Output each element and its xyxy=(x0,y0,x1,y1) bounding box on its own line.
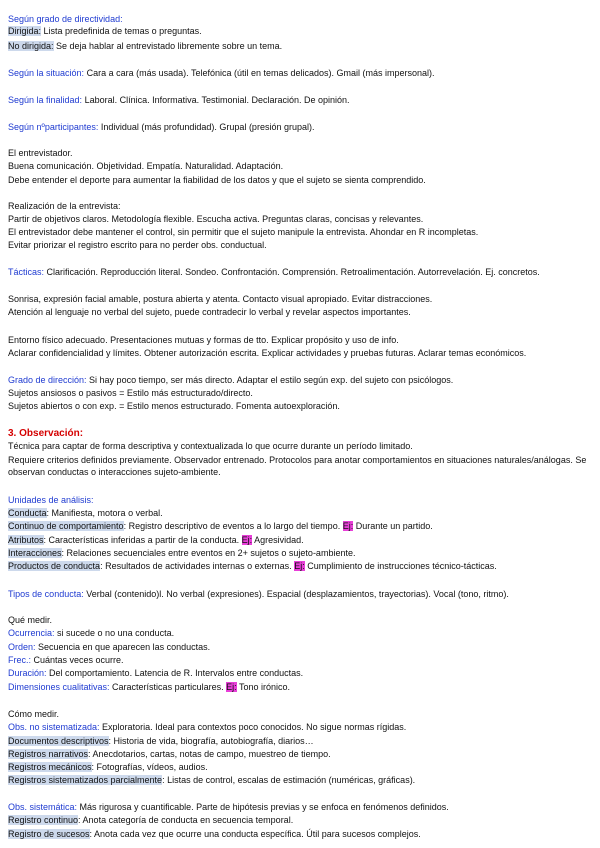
ocurrencia-text: si sucede o no una conducta. xyxy=(54,628,175,638)
tipos-text: Verbal (contenido)l. No verbal (expresiones). Espacial (desplazamientos, trayectorias). Vocal (tono, ritmo). xyxy=(83,589,509,599)
grado-direccion-label: Grado de dirección: xyxy=(8,375,87,385)
obs-no-sistematizada-label: Obs. no sistematizada: xyxy=(8,722,100,732)
unidad-productos xyxy=(8,561,592,573)
tacticas-line3: Atención al lenguaje no verbal del sujeto, puede contradecir lo verbal y revelar aspectos importantes. xyxy=(8,307,411,317)
unidad-continuo xyxy=(8,521,592,533)
registro-continuo-term: Registro continuo xyxy=(8,815,79,825)
unidades-heading: Unidades de análisis: xyxy=(8,495,94,505)
atributos-example-text: Agresividad. xyxy=(252,535,304,545)
narrativos-line xyxy=(8,749,592,761)
productos-example-tag: Ej: xyxy=(294,561,305,571)
participantes-line xyxy=(8,122,592,134)
mecanicos-text: : Fotografías, vídeos, audios. xyxy=(91,762,208,772)
tipos-label: Tipos de conducta: xyxy=(8,589,84,599)
registro-continuo-text: : Anota categoría de conducta en secuencia temporal. xyxy=(78,815,294,825)
tacticas-line xyxy=(8,267,592,279)
atributos-example-tag: Ej: xyxy=(241,535,253,545)
conducta-term: Conducta xyxy=(8,508,47,518)
dimensiones-text: Características particulares. xyxy=(109,682,227,692)
interacciones-text: : Relaciones secuenciales entre eventos en 2+ sujetos o sujeto-ambiente. xyxy=(61,548,356,558)
dimensiones-label: Dimensiones cualitativas: xyxy=(8,682,110,692)
obs-no-sistematizada-text: Exploratoria. Ideal para contextos poco conocidos. No sigue normas rígidas. xyxy=(99,722,407,732)
frec-text: Cuántas veces ocurre. xyxy=(31,655,124,665)
finalidad-text: Laboral. Clínica. Informativa. Testimonial. Declaración. De opinión. xyxy=(82,95,350,105)
dirigida-text: Lista predefinida de temas o preguntas. xyxy=(41,26,202,36)
registro-sucesos-text: : Anota cada vez que ocurre una conducta específica. Útil para sucesos complejos. xyxy=(89,829,421,839)
dimensiones-line xyxy=(8,682,592,694)
productos-text: : Resultados de actividades internas o externas. xyxy=(100,561,295,571)
directividad-heading: Según grado de directividad: xyxy=(8,14,123,24)
situacion-line xyxy=(8,68,592,80)
observacion-line2: Requiere criterios definidos previamente. Observador entrenado. Protocolos para anotar comportamientos en situaciones naturales/análogas. Se observan conductas o interacciones sujeto-ambiente. xyxy=(8,455,587,477)
frec-label: Frec.: xyxy=(8,655,32,665)
narrativos-text: : Anecdotarios, cartas, notas de campo, muestreo de tiempo. xyxy=(88,749,331,759)
sistematizados-line xyxy=(8,775,592,787)
sistematizados-term: Registros sistematizados parcialmente xyxy=(8,775,163,785)
finalidad-line xyxy=(8,95,592,107)
participantes-label: Según nºparticipantes: xyxy=(8,122,99,132)
duracion-line xyxy=(8,668,592,680)
realizacion-title: Realización de la entrevista: xyxy=(8,201,121,211)
duracion-label: Duración: xyxy=(8,668,47,678)
unidad-atributos xyxy=(8,535,592,547)
dimensiones-example-tag: Ej: xyxy=(226,682,237,692)
orden-text: Secuencia en que aparecen las conductas. xyxy=(35,642,211,652)
frec-line xyxy=(8,655,592,667)
dimensiones-example-text: Tono irónico. xyxy=(236,682,290,692)
unidad-conducta xyxy=(8,508,592,520)
entorno-line2: Aclarar confidencialidad y límites. Obtener autorización escrita. Explicar actividades y pruebas futuras. Aclarar temas económicos. xyxy=(8,348,527,358)
observacion-title: 3. Observación: xyxy=(8,428,84,439)
realizacion-line3: Evitar priorizar el registro escrito para no perder obs. conductual. xyxy=(8,240,267,250)
realizacion-line2: El entrevistador debe mantener el control, sin permitir que el sujeto manipule la entrevista. Ahondar en R incompletas. xyxy=(8,227,479,237)
tacticas-label: Tácticas: xyxy=(8,267,45,277)
grado-direccion-line3: Sujetos abiertos o con exp. = Estilo menos estructurado. Fomenta autoexploración. xyxy=(8,401,340,411)
interacciones-term: Interacciones xyxy=(8,548,62,558)
grado-direccion-line xyxy=(8,375,592,387)
atributos-term: Atributos xyxy=(8,535,44,545)
entrevistador-line1: Buena comunicación. Objetividad. Empatía. Naturalidad. Adaptación. xyxy=(8,161,284,171)
orden-line xyxy=(8,642,592,654)
no-dirigida-line xyxy=(8,41,592,53)
dirigida-line xyxy=(8,26,592,38)
situacion-text: Cara a cara (más usada). Telefónica (útil en temas delicados). Gmail (más impersonal). xyxy=(84,68,435,78)
orden-label: Orden: xyxy=(8,642,36,652)
narrativos-term: Registros narrativos xyxy=(8,749,89,759)
ocurrencia-label: Ocurrencia: xyxy=(8,628,55,638)
duracion-text: Del comportamiento. Latencia de R. Intervalos entre conductas. xyxy=(46,668,304,678)
como-medir-title: Cómo medir. xyxy=(8,709,60,719)
documentos-text: : Historia de vida, biografía, autobiografía, diarios… xyxy=(108,736,314,746)
tacticas-line2: Sonrisa, expresión facial amable, postura abierta y atenta. Contacto visual apropiado. Evitar distracciones. xyxy=(8,294,433,304)
continuo-term: Continuo de comportamiento xyxy=(8,521,124,531)
atributos-text: : Características inferidas a partir de la conducta. xyxy=(43,535,242,545)
obs-no-sistematizada-line xyxy=(8,722,592,734)
continuo-example-text: Durante un partido. xyxy=(353,521,433,531)
continuo-example-tag: Ej: xyxy=(342,521,354,531)
registro-continuo-line xyxy=(8,815,592,827)
observacion-line1: Técnica para captar de forma descriptiva y contextualizada lo que ocurre durante un período limitado. xyxy=(8,441,413,451)
finalidad-label: Según la finalidad: xyxy=(8,95,83,105)
registro-sucesos-line xyxy=(8,829,592,841)
conducta-text: : Manifiesta, motora o verbal. xyxy=(46,508,163,518)
situacion-label: Según la situación: xyxy=(8,68,85,78)
mecanicos-term: Registros mecánicos xyxy=(8,762,92,772)
entorno-line1: Entorno físico adecuado. Presentaciones mutuas y formas de tto. Explicar propósito y uso de info. xyxy=(8,335,399,345)
documentos-term: Documentos descriptivos xyxy=(8,736,109,746)
grado-direccion-line2: Sujetos ansiosos o pasivos = Estilo más estructurado/directo. xyxy=(8,388,253,398)
registro-sucesos-term: Registro de sucesos xyxy=(8,829,90,839)
grado-direccion-text: Si hay poco tiempo, ser más directo. Adaptar el estilo según exp. del sujeto con psicólogos. xyxy=(86,375,454,385)
documentos-line xyxy=(8,736,592,748)
entrevistador-line2: Debe entender el deporte para aumentar la fiabilidad de los datos y que el sujeto se sienta comprendido. xyxy=(8,175,426,185)
entrevistador-title: El entrevistador. xyxy=(8,148,73,158)
unidad-interacciones xyxy=(8,548,592,560)
no-dirigida-text: Se deja hablar al entrevistado libremente sobre un tema. xyxy=(53,41,283,51)
ocurrencia-line xyxy=(8,628,592,640)
realizacion-line1: Partir de objetivos claros. Metodología flexible. Escucha activa. Preguntas claras, concisas y relevantes. xyxy=(8,214,424,224)
continuo-text: : Registro descriptivo de eventos a lo largo del tiempo. xyxy=(123,521,343,531)
productos-example-text: Cumplimiento de instrucciones técnico-tácticas. xyxy=(304,561,497,571)
tacticas-text: Clarificación. Reproducción literal. Sondeo. Confrontación. Comprensión. Retroalimentación. Autorrevelación. Ej. concretos. xyxy=(44,267,540,277)
obs-sistematica-label: Obs. sistemática: xyxy=(8,802,78,812)
obs-sistematica-text: Más rigurosa y cuantificable. Parte de hipótesis previas y se enfoca en fenómenos definidos. xyxy=(77,802,449,812)
tipos-line xyxy=(8,589,592,601)
sistematizados-text: : Listas de control, escalas de estimación (numéricas, gráficas). xyxy=(162,775,416,785)
dirigida-term: Dirigida: xyxy=(8,26,42,36)
participantes-text: Individual (más profundidad). Grupal (presión grupal). xyxy=(98,122,315,132)
que-medir-title: Qué medir. xyxy=(8,615,53,625)
productos-term: Productos de conducta xyxy=(8,561,101,571)
no-dirigida-term: No dirigida: xyxy=(8,41,54,51)
obs-sistematica-line xyxy=(8,802,592,814)
mecanicos-line xyxy=(8,762,592,774)
